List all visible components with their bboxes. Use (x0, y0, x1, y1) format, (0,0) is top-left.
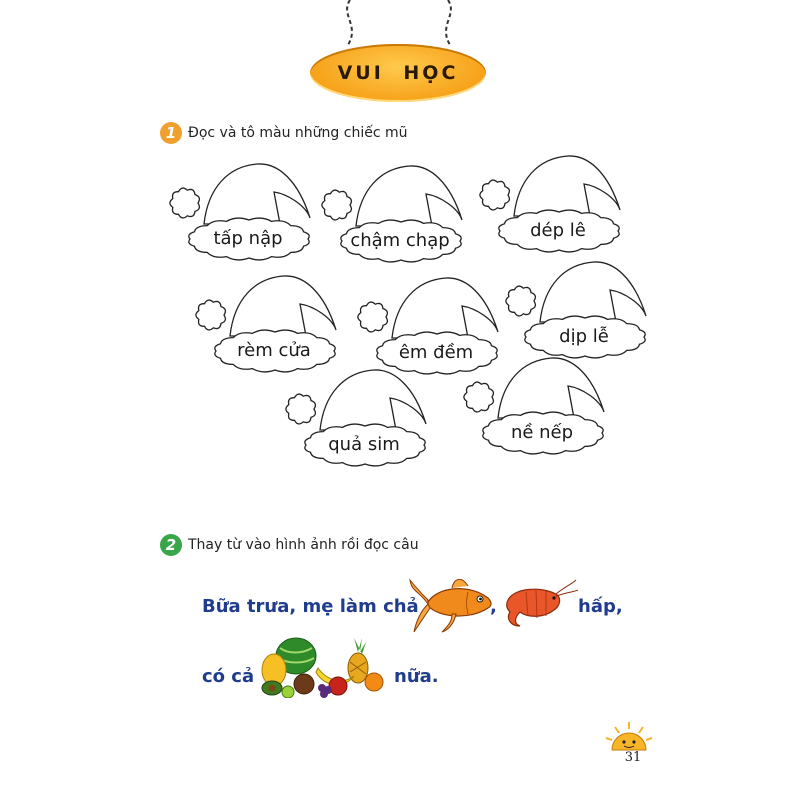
sun-icon (604, 720, 654, 752)
hat-pompom (196, 300, 226, 330)
page-title: VUI HỌC (337, 62, 459, 84)
shrimp-icon (500, 578, 578, 630)
hat-6[interactable] (504, 256, 654, 366)
hat-pompom (506, 286, 536, 316)
hat-body (204, 164, 310, 224)
hat-pompom (322, 190, 352, 220)
hat-word: dép lê (530, 219, 586, 241)
sentence-2-part-2: nữa. (394, 666, 439, 687)
section-1-header (160, 122, 407, 144)
hat-word: nề nếp (510, 421, 574, 443)
fish-icon (408, 572, 496, 634)
sentence-1-part-1: Bữa trưa, mẹ làm chả (202, 596, 419, 617)
hat-word: êm đềm (398, 341, 474, 363)
hat-word: quả sim (328, 433, 400, 455)
hat-pompom (358, 302, 388, 332)
hat-word: chậm chạp (350, 229, 450, 251)
title-sign (310, 44, 486, 102)
section-2-header (160, 534, 419, 556)
hat-body (392, 278, 498, 338)
sentence-2-part-1: có cả (202, 666, 255, 687)
hat-body (230, 276, 336, 336)
hat-body (356, 166, 462, 226)
hat-word: tấp nập (213, 227, 283, 249)
hat-pompom (286, 394, 316, 424)
page-number: 31 (624, 750, 642, 765)
section-1-instruction: Đọc và tô màu những chiếc mũ (188, 125, 408, 141)
hat-8[interactable] (462, 352, 612, 462)
section-2-instruction: Thay từ vào hình ảnh rồi đọc câu (188, 537, 419, 553)
hat-2[interactable] (320, 160, 470, 270)
hat-body (498, 358, 604, 418)
hat-pompom (170, 188, 200, 218)
hat-1[interactable] (168, 158, 318, 268)
hat-7[interactable] (284, 364, 434, 474)
hat-pompom (464, 382, 494, 412)
hat-word: rèm cửa (237, 339, 311, 361)
fruits-icon (258, 632, 390, 698)
sentence-1-part-3: hấp, (578, 596, 623, 617)
hat-pompom (480, 180, 510, 210)
hat-3[interactable] (478, 150, 628, 260)
section-2-number: 2 (160, 534, 182, 556)
hat-body (540, 262, 646, 322)
hat-word: dịp lễ (559, 325, 609, 347)
hat-body (320, 370, 426, 430)
section-1-number: 1 (160, 122, 182, 144)
hat-body (514, 156, 620, 216)
sentence-1-part-2: , (490, 596, 497, 617)
